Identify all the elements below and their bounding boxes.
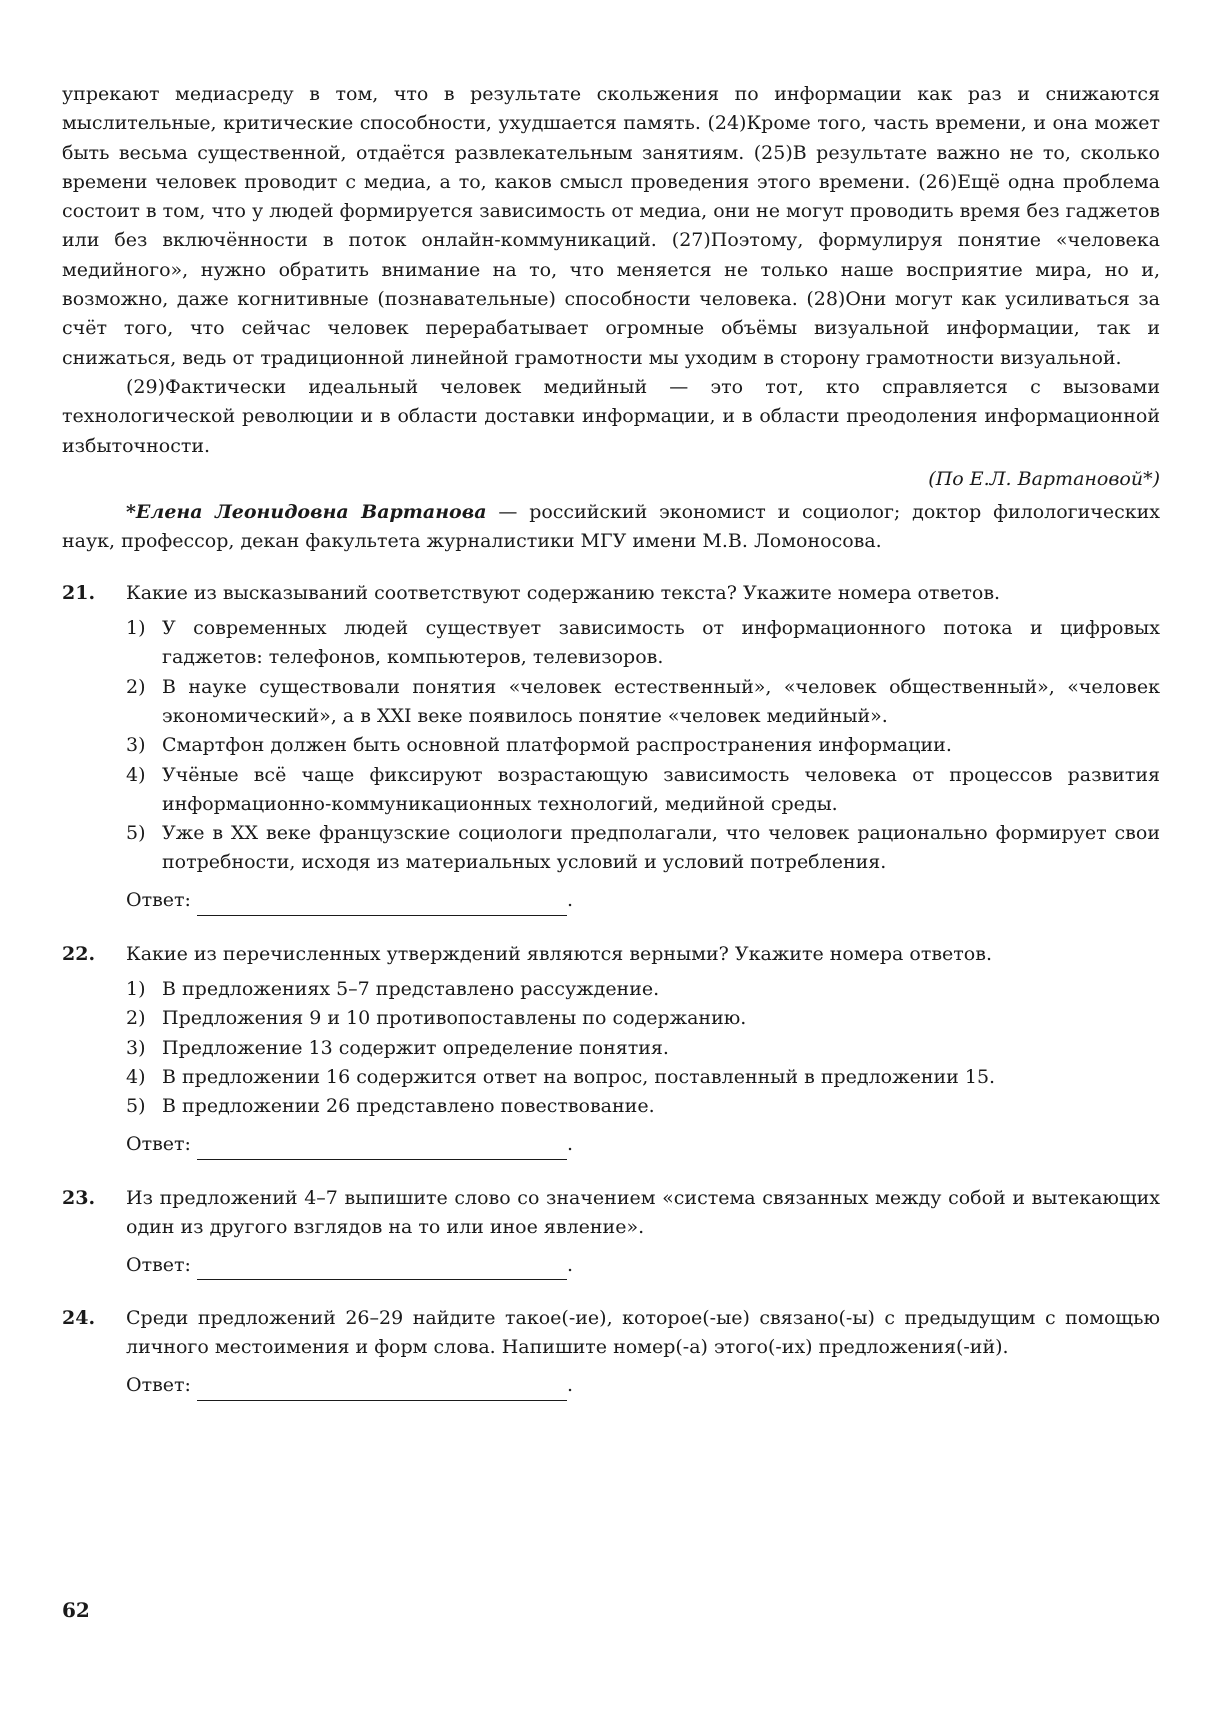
answer-end-dot: . [566,1133,573,1156]
footnote-author-description: — российский экономист и социолог; доктор филологических наук, профессор, декан факультета журналистики МГУ имени М.В. Ломоносова. [62,501,1160,553]
option-item [126,819,1160,878]
option-item [126,1034,1160,1063]
answer-label: Ответ: [126,1374,191,1397]
option-text: В предложении 16 содержится ответ на вопрос, поставленный в предложении 15. [162,1065,996,1088]
option-number: 3) [126,1036,146,1059]
option-text: У современных людей существует зависимость от информационного потока и цифровых гаджетов: телефонов, компьютеров, телевизоров. [162,617,1160,669]
answer-label: Ответ: [126,889,191,912]
option-item [126,614,1160,673]
answer-blank-line[interactable] [197,1380,567,1401]
option-number: 3) [126,734,146,757]
option-number: 4) [126,1065,146,1088]
option-text: Предложения 9 и 10 противопоставлены по содержанию. [162,1007,747,1030]
answer-label: Ответ: [126,1133,191,1156]
option-text: Смартфон должен быть основной платформой распространения информации. [162,734,952,757]
answer-row [126,1126,1160,1160]
option-number: 5) [126,1095,146,1118]
footnote-author-name: *Елена Леонидовна Вартанова [126,501,487,524]
option-item [126,673,1160,732]
option-item [126,1092,1160,1121]
answer-row [126,882,1160,916]
option-item [126,975,1160,1004]
option-item [126,1063,1160,1092]
option-text: Учёные всё чаще фиксируют возрастающую зависимость человека от процессов развития информационно-коммуникационных технологий, медийной среды. [162,763,1160,815]
option-text: Предложение 13 содержит определение понятия. [162,1036,669,1059]
task-21 [62,579,1160,916]
answer-end-dot: . [566,889,573,912]
option-number: 5) [126,822,146,845]
task-question: Какие из высказываний соответствуют содержанию текста? Укажите номера ответов. [126,581,1001,604]
source-attribution: (По Е.Л. Вартановой*) [928,467,1160,490]
task-24 [62,1304,1160,1401]
option-number: 2) [126,1007,146,1030]
task-question: Среди предложений 26–29 найдите такое(-ие), которое(-ые) связано(-ы) с предыдущим с помощью личного местоимения и форм слова. Напишите номер(-а) этого(-их) предложения(-ий). [126,1307,1160,1359]
task-number: 21. [62,581,96,604]
option-number: 1) [126,617,146,640]
answer-blank-line[interactable] [197,1259,567,1280]
answer-row [126,1246,1160,1280]
task-number: 24. [62,1307,96,1330]
option-item [126,761,1160,820]
option-number: 1) [126,978,146,1001]
answer-blank-line[interactable] [197,895,567,916]
answer-options [126,614,1160,878]
option-text: В предложении 26 представлено повествование. [162,1095,655,1118]
option-number: 2) [126,675,146,698]
task-question: Какие из перечисленных утверждений являются верными? Укажите номера ответов. [126,942,992,965]
task-number: 23. [62,1186,96,1209]
option-number: 4) [126,763,146,786]
task-22 [62,940,1160,1160]
passage-paragraph-1: упрекают медиасреду в том, что в результате скольжения по информации как раз и снижаются мыслительные, критические способности, ухудшается память. (24)Кроме того, часть времени, и она может быть весьма существенной, отдаётся развлекательным занятиям. (25)В результате важно не то, сколько времени человек проводит с медиа, а то, каков смысл проведения этого времени. (26)Ещё одна проблема состоит в том, что у людей формируется зависимость от медиа, они не могут проводить время без гаджетов или без включённости в поток онлайн-коммуникаций. (27)Поэтому, формулируя понятие «человека медийного», нужно обратить внимание на то, что меняется не только наше восприятие мира, но и, возможно, даже когнитивные (познавательные) способности человека. (28)Они могут как усиливаться за счёт того, что сейчас человек перерабатывает огромные объёмы визуальной информации, так и снижаться, ведь от традиционной линейной грамотности мы уходим в сторону грамотности визуальной. [62,83,1160,369]
answer-end-dot: . [566,1374,573,1397]
answer-row [126,1367,1160,1401]
option-item [126,731,1160,760]
option-text: В науке существовали понятия «человек естественный», «человек общественный», «человек экономический», а в XXI веке появилось понятие «человек медийный». [162,675,1160,727]
page-content [62,80,1160,1401]
answer-blank-line[interactable] [197,1139,567,1160]
answer-options [126,975,1160,1121]
option-text: Уже в XX веке французские социологи предполагали, что человек рационально формирует свои потребности, исходя из материальных условий и условий потребления. [162,822,1160,874]
task-question: Из предложений 4–7 выпишите слово со значением «система связанных между собой и вытекающих один из другого взглядов на то или иное явление». [126,1186,1160,1238]
option-item [126,1004,1160,1033]
task-23 [62,1184,1160,1281]
task-number: 22. [62,942,96,965]
option-text: В предложениях 5–7 представлено рассуждение. [162,978,660,1001]
page-number: 62 [62,1598,90,1622]
author-footnote [62,498,1160,557]
answer-end-dot: . [566,1253,573,1276]
answer-label: Ответ: [126,1253,191,1276]
passage-paragraph-2: (29)Фактически идеальный человек медийный — это тот, кто справляется с вызовами технологической революции и в области доставки информации, и в области преодоления информационной избыточности. [62,375,1160,457]
